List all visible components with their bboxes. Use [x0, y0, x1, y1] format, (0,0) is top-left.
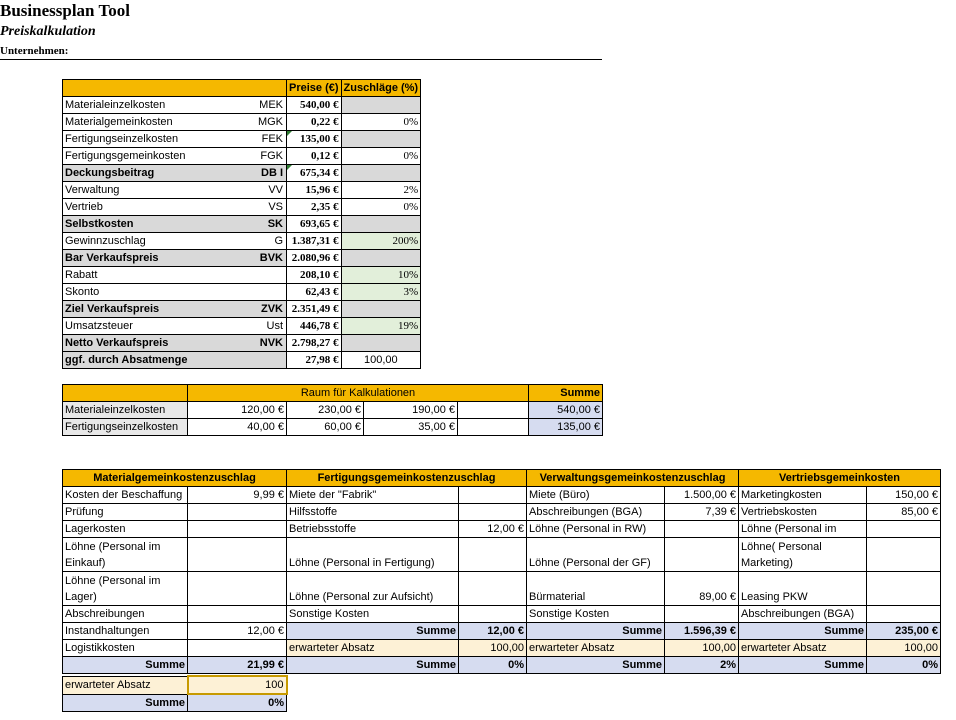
- sales-absatz-label: erwarteter Absatz: [739, 640, 867, 657]
- overhead-value[interactable]: [459, 504, 527, 521]
- overhead-value[interactable]: [867, 538, 941, 572]
- room-cell[interactable]: [458, 402, 529, 419]
- overhead-value[interactable]: 7,39 €: [665, 504, 739, 521]
- overhead-value[interactable]: [188, 606, 287, 623]
- material-sum-label: Summe: [63, 657, 188, 674]
- overhead-label: Prüfung: [63, 504, 188, 521]
- overhead-value[interactable]: [459, 606, 527, 623]
- calc-space-header: Raum für Kalkulationen: [188, 385, 529, 402]
- room-row-label: Fertigungseinzelkosten: [63, 419, 188, 436]
- production-sum-label: Summe: [287, 623, 459, 640]
- overhead-value[interactable]: [188, 572, 287, 606]
- calc-surcharge[interactable]: 3%: [341, 284, 421, 301]
- overhead-value[interactable]: [459, 572, 527, 606]
- overhead-value[interactable]: [188, 640, 287, 657]
- calc-row: [63, 284, 515, 301]
- calc-abbr: VV: [268, 184, 283, 196]
- calc-abbr: SK: [267, 218, 283, 230]
- calc-space-sum-header: Summe: [529, 385, 603, 402]
- calc-label-text: Selbstkosten: [65, 218, 134, 230]
- overhead-label: Löhne (Personal im: [739, 521, 867, 538]
- overhead-label: Miete (Büro): [527, 487, 665, 504]
- calc-abbr: BVK: [259, 252, 283, 264]
- production-absatz-value[interactable]: 100,00: [459, 640, 527, 657]
- calc-abbr: FEK: [261, 133, 283, 145]
- calc-surcharge: [341, 216, 421, 233]
- prices-header: Preise (€): [287, 80, 342, 97]
- calc-label-text: Materialgemeinkosten: [65, 116, 173, 128]
- calc-label: [63, 182, 287, 199]
- calc-abbr: NVK: [259, 337, 283, 349]
- room-cell[interactable]: 40,00 €: [188, 419, 287, 436]
- calc-row: [63, 165, 515, 182]
- calc-surcharge: [341, 165, 421, 182]
- calc-price: 1.387,31 €: [287, 233, 342, 250]
- admin-absatz-value[interactable]: 100,00: [665, 640, 739, 657]
- room-cell[interactable]: [458, 419, 529, 436]
- calc-row: [63, 131, 515, 148]
- overhead-label: Hilfsstoffe: [287, 504, 459, 521]
- calc-label: [63, 284, 287, 301]
- calc-quantity[interactable]: 100,00: [341, 352, 421, 369]
- calc-price: 2,35 €: [287, 199, 342, 216]
- calc-row: [63, 97, 515, 114]
- calc-label-text: Ziel Verkaufspreis: [65, 303, 160, 315]
- calc-surcharge[interactable]: 10%: [341, 267, 421, 284]
- material-sum-value: 21,99 €: [188, 657, 287, 674]
- calc-label-text: Skonto: [65, 286, 100, 298]
- calc-price: 15,96 €: [287, 182, 342, 199]
- room-cell[interactable]: 60,00 €: [287, 419, 364, 436]
- overhead-label: Miete der "Fabrik": [287, 487, 459, 504]
- calc-surcharge: [341, 97, 421, 114]
- overhead-label: Löhne (Personal der GF): [527, 538, 665, 572]
- calc-surcharge: [341, 131, 421, 148]
- overhead-value[interactable]: 12,00 €: [188, 623, 287, 640]
- calc-space-table: [62, 384, 603, 436]
- sales-pct-value: 0%: [867, 657, 941, 674]
- sales-sum-value: 235,00 €: [867, 623, 941, 640]
- overhead-label: Vertriebskosten: [739, 504, 867, 521]
- overhead-label: Löhne( Personal Marketing): [739, 538, 867, 572]
- calc-label-text: Fertigungsgemeinkosten: [65, 150, 186, 162]
- overhead-label: Löhne (Personal in RW): [527, 521, 665, 538]
- calc-price: 540,00 €: [287, 97, 342, 114]
- room-sum-cell: 135,00 €: [529, 419, 603, 436]
- company-label: Unternehmen:: [0, 45, 69, 57]
- calc-label-text: Bar Verkaufspreis: [65, 252, 159, 264]
- calc-label-text: Verwaltung: [65, 184, 120, 196]
- room-cell[interactable]: 35,00 €: [364, 419, 458, 436]
- overhead-label: Abschreibungen: [63, 606, 188, 623]
- sales-pct-label: Summe: [739, 657, 867, 674]
- calc-price: 675,34 €: [287, 165, 342, 182]
- calc-label: [63, 318, 287, 335]
- calc-label: [63, 165, 287, 182]
- calc-price: 208,10 €: [287, 267, 342, 284]
- overhead-label: Kosten der Beschaffung: [63, 487, 188, 504]
- calc-label: [63, 301, 287, 318]
- overhead-label: Marketingkosten: [739, 487, 867, 504]
- room-cell[interactable]: 230,00 €: [287, 402, 364, 419]
- overhead-value[interactable]: [867, 606, 941, 623]
- overhead-label: Löhne (Personal im Lager): [63, 572, 188, 606]
- calc-label: [63, 199, 287, 216]
- overhead-value[interactable]: [459, 487, 527, 504]
- overhead-label: Löhne (Personal im Einkauf): [63, 538, 188, 572]
- calc-row: [63, 335, 515, 352]
- overhead-label: Abschreibungen (BGA): [739, 606, 867, 623]
- calc-price: 693,65 €: [287, 216, 342, 233]
- admin-absatz-label: erwarteter Absatz: [527, 640, 665, 657]
- overhead-label: Instandhaltungen: [63, 623, 188, 640]
- calc-label-text: Rabatt: [65, 269, 98, 281]
- calc-abbr: DB I: [261, 167, 283, 179]
- overhead-label: Lagerkosten: [63, 521, 188, 538]
- calc-abbr: FGK: [260, 150, 283, 162]
- overhead-value[interactable]: 85,00 €: [867, 504, 941, 521]
- calc-surcharge[interactable]: 0%: [341, 114, 421, 131]
- material-pct-value: 0%: [188, 694, 287, 712]
- calc-abbr: VS: [268, 201, 283, 213]
- admin-sum-value: 1.596,39 €: [665, 623, 739, 640]
- calc-abbr: MGK: [257, 116, 283, 128]
- overhead-value[interactable]: 150,00 €: [867, 487, 941, 504]
- calc-row: [63, 199, 515, 216]
- overhead-value[interactable]: 1.500,00 €: [665, 487, 739, 504]
- sales-overhead-header: Vertriebsgemeinkosten: [739, 470, 941, 487]
- admin-overhead-header: Verwaltungsgemeinkostenzuschlag: [527, 470, 739, 487]
- app-title: Businessplan Tool: [0, 1, 130, 20]
- room-cell[interactable]: 120,00 €: [188, 402, 287, 419]
- calc-surcharge: [341, 335, 421, 352]
- calc-label: [63, 114, 287, 131]
- sales-absatz-value[interactable]: 100,00: [867, 640, 941, 657]
- overhead-value[interactable]: 89,00 €: [665, 572, 739, 606]
- price-calc-table: [62, 79, 515, 369]
- calc-surcharge[interactable]: 0%: [341, 148, 421, 165]
- calc-label: [63, 267, 287, 284]
- calc-label-text: ggf. durch Absatmenge: [65, 354, 188, 366]
- calc-row: [63, 148, 515, 165]
- production-pct-label: Summe: [287, 657, 459, 674]
- admin-pct-value: 2%: [665, 657, 739, 674]
- calc-label-text: Deckungsbeitrag: [65, 167, 155, 179]
- calc-label: [63, 233, 287, 250]
- calc-price: 135,00 €: [287, 131, 342, 148]
- overhead-table: [62, 469, 941, 674]
- overhead-value[interactable]: [459, 538, 527, 572]
- calc-label: [63, 216, 287, 233]
- calc-price: 446,78 €: [287, 318, 342, 335]
- calc-row: [63, 114, 515, 131]
- sheet-subtitle: Preiskalkulation: [0, 24, 96, 39]
- overhead-label: Abschreibungen (BGA): [527, 504, 665, 521]
- overhead-label: Leasing PKW: [739, 572, 867, 606]
- calc-label-header: [63, 80, 287, 97]
- sales-sum-label: Summe: [739, 623, 867, 640]
- overhead-label: Betriebsstoffe: [287, 521, 459, 538]
- calc-label-text: Vertrieb: [65, 201, 103, 213]
- calc-row: [63, 182, 515, 199]
- calc-price: 62,43 €: [287, 284, 342, 301]
- production-absatz-label: erwarteter Absatz: [287, 640, 459, 657]
- overhead-value[interactable]: 12,00 €: [459, 521, 527, 538]
- material-absatz-value[interactable]: 100: [188, 676, 287, 694]
- calc-row: [63, 250, 515, 267]
- calc-label: [63, 335, 287, 352]
- overhead-value[interactable]: [867, 572, 941, 606]
- overhead-value[interactable]: 9,99 €: [188, 487, 287, 504]
- calc-row: [63, 267, 515, 284]
- production-sum-value: 12,00 €: [459, 623, 527, 640]
- calc-surcharge[interactable]: 2%: [341, 182, 421, 199]
- calc-row: [63, 233, 515, 250]
- room-cell[interactable]: 190,00 €: [364, 402, 458, 419]
- calc-row: [63, 301, 515, 318]
- calc-surcharge[interactable]: 200%: [341, 233, 421, 250]
- room-sum-cell: 540,00 €: [529, 402, 603, 419]
- calc-label-text: Umsatzsteuer: [65, 320, 133, 332]
- calc-row: [63, 216, 515, 233]
- calc-surcharge: [341, 250, 421, 267]
- overhead-value[interactable]: [188, 504, 287, 521]
- production-overhead-header: Fertigungsgemeinkostenzuschlag: [287, 470, 527, 487]
- calc-abbr: G: [274, 235, 283, 247]
- calc-label-text: Materialeinzelkosten: [65, 99, 166, 111]
- calc-surcharge[interactable]: 19%: [341, 318, 421, 335]
- calc-space-corner: [63, 385, 188, 402]
- room-row-label: Materialeinzelkosten: [63, 402, 188, 419]
- calc-label: [63, 97, 287, 114]
- calc-price: 0,12 €: [287, 148, 342, 165]
- calc-label-text: Gewinnzuschlag: [65, 235, 146, 247]
- admin-sum-label: Summe: [527, 623, 665, 640]
- calc-price: 2.351,49 €: [287, 301, 342, 318]
- overhead-label: Logistikkosten: [63, 640, 188, 657]
- overhead-value[interactable]: [665, 521, 739, 538]
- overhead-value[interactable]: [665, 538, 739, 572]
- overhead-value[interactable]: [665, 606, 739, 623]
- overhead-label: Bürmaterial: [527, 572, 665, 606]
- calc-label-text: Netto Verkaufspreis: [65, 337, 169, 349]
- overhead-label: Löhne (Personal zur Aufsicht): [287, 572, 459, 606]
- calc-price: 2.798,27 €: [287, 335, 342, 352]
- material-pct-label: Summe: [63, 694, 188, 712]
- calc-abbr: Ust: [266, 320, 283, 332]
- material-absatz-table: [62, 675, 288, 712]
- calc-label: [63, 250, 287, 267]
- calc-surcharge: [341, 301, 421, 318]
- calc-surcharge[interactable]: 0%: [341, 199, 421, 216]
- overhead-value[interactable]: [867, 521, 941, 538]
- calc-label: [63, 148, 287, 165]
- overhead-label: Löhne (Personal in Fertigung): [287, 538, 459, 572]
- calc-row: [63, 352, 515, 369]
- calc-abbr: ZVK: [261, 303, 283, 315]
- calc-label: [63, 352, 287, 369]
- calc-price: 27,98 €: [287, 352, 342, 369]
- calc-abbr: MEK: [259, 99, 283, 111]
- calc-label-text: Fertigungseinzelkosten: [65, 133, 179, 145]
- header-divider: [0, 59, 602, 60]
- overhead-value[interactable]: [188, 538, 287, 572]
- calc-price: 0,22 €: [287, 114, 342, 131]
- surcharge-header: Zuschläge (%): [341, 80, 421, 97]
- admin-pct-label: Summe: [527, 657, 665, 674]
- overhead-value[interactable]: [188, 521, 287, 538]
- overhead-label: Sonstige Kosten: [287, 606, 459, 623]
- calc-price: 2.080,96 €: [287, 250, 342, 267]
- production-pct-value: 0%: [459, 657, 527, 674]
- calc-label: [63, 131, 287, 148]
- calc-row: [63, 318, 515, 335]
- material-overhead-header: Materialgemeinkostenzuschlag: [63, 470, 287, 487]
- material-absatz-label: erwarteter Absatz: [63, 676, 188, 694]
- overhead-label: Sonstige Kosten: [527, 606, 665, 623]
